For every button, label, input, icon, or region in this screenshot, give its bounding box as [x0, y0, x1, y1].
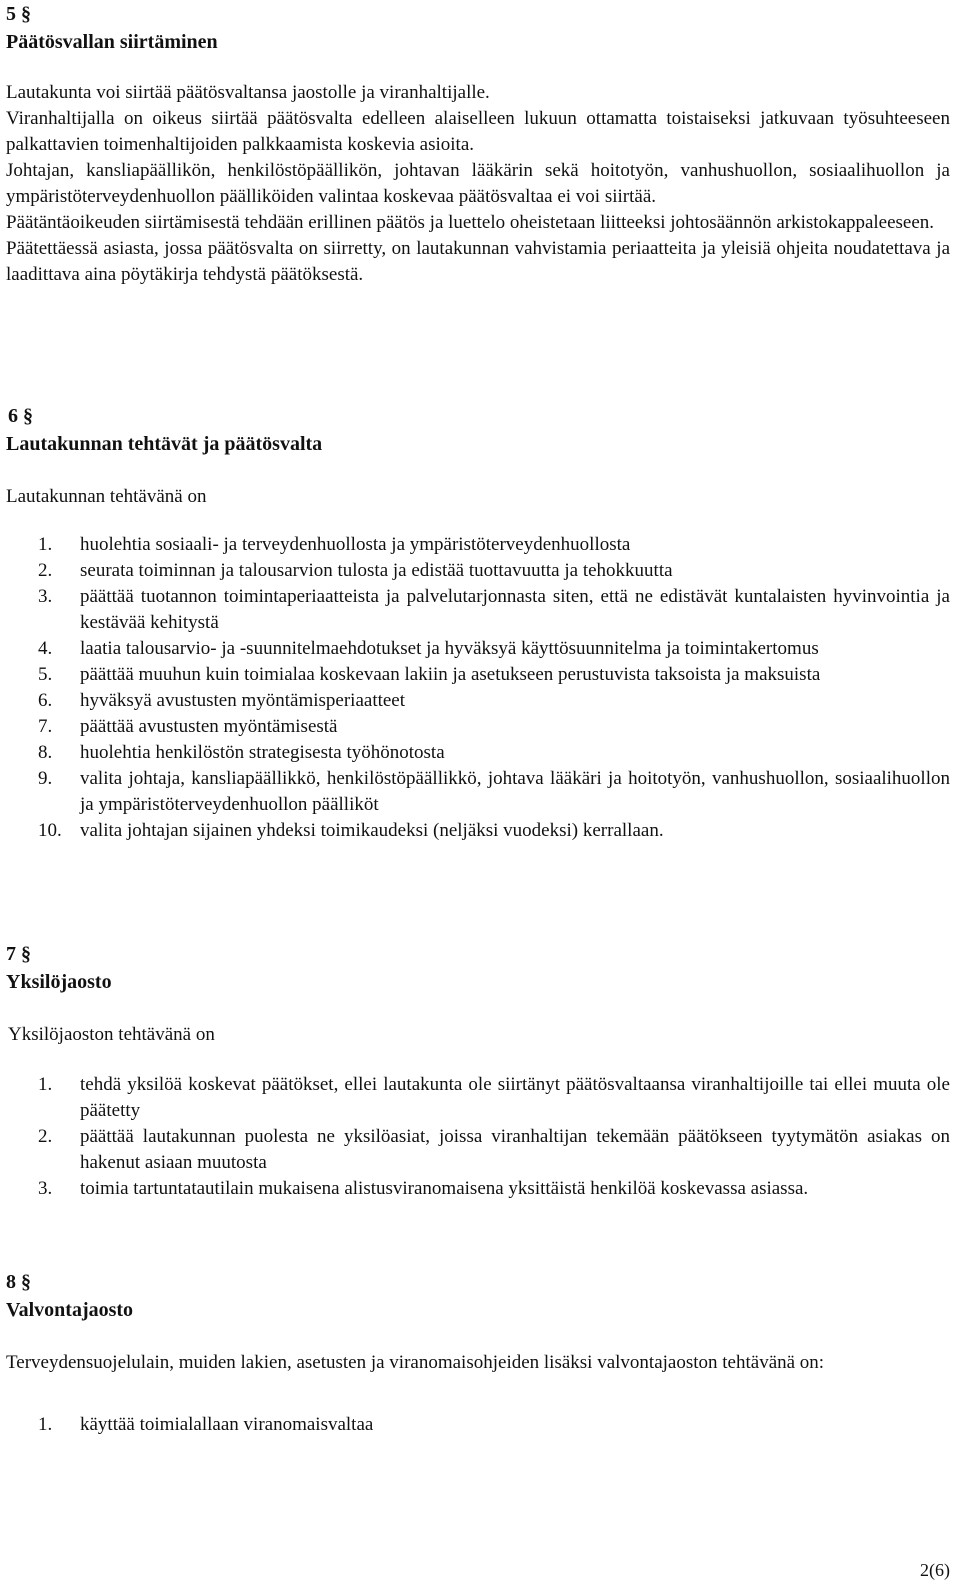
list-item — [6, 1124, 950, 1176]
section-7 — [6, 942, 950, 1202]
list-item-number: 1. — [38, 1414, 53, 1435]
list-item-number: 8. — [38, 742, 53, 763]
section-7-number: 7 § — [6, 943, 31, 965]
list-item-number: 9. — [38, 768, 53, 789]
list-item-text: laatia talousarvio- ja -suunnitelmaehdotukset ja hyväksyä käyttösuunnitelma ja toimintakertomus — [80, 638, 819, 659]
list-item — [6, 818, 950, 844]
list-item-number: 3. — [38, 1178, 53, 1199]
section-8-list — [6, 1412, 950, 1438]
section-8-title: Valvontajaosto — [6, 1299, 134, 1321]
list-item-text: hyväksyä avustusten myöntämisperiaatteet — [80, 690, 406, 711]
section-7-title: Yksilöjaosto — [6, 971, 112, 993]
list-item — [6, 1412, 950, 1438]
section-7-intro: Yksilöjaoston tehtävänä on — [8, 1024, 215, 1045]
list-item — [6, 584, 950, 636]
list-item-number: 7. — [38, 716, 53, 737]
list-item-number: 1. — [38, 1074, 53, 1095]
list-item — [6, 740, 950, 766]
list-item-text: huolehtia sosiaali- ja terveydenhuollosta ja ympäristöterveydenhuollosta — [80, 534, 631, 555]
section-5-paragraph: Johtajan, kansliapäällikön, henkilöstöpäällikön, johtavan lääkärin sekä hoitotyön, vanhushuollon, sosiaalihuollon ja ympäristöterveydenhuollon päälliköiden valintaa koskevaa päätösvaltaa ei voi siirtää. — [6, 160, 950, 207]
list-item — [6, 558, 950, 584]
section-6-title: Lautakunnan tehtävät ja päätösvalta — [6, 433, 323, 455]
section-6 — [6, 404, 950, 844]
section-5-paragraph: Päätäntäoikeuden siirtämisestä tehdään erillinen päätös ja luettelo oheistetaan liitteeksi johtosäännön arkistokappaleeseen. — [6, 212, 935, 233]
list-item — [6, 1072, 950, 1124]
list-item-text: päättää muuhun kuin toimialaa koskevaan lakiin ja asetukseen perustuvista taksoista ja maksuista — [80, 664, 821, 685]
section-6-number: 6 § — [8, 405, 33, 427]
list-item-number: 6. — [38, 690, 53, 711]
list-item-number: 3. — [38, 586, 53, 607]
list-item-number: 2. — [38, 560, 53, 581]
section-5-number: 5 § — [6, 3, 31, 25]
list-item — [6, 1176, 950, 1202]
section-5-paragraph: Lautakunta voi siirtää päätösvaltansa jaostolle ja viranhaltijalle. — [6, 82, 490, 103]
section-5-paragraph: Päätettäessä asiasta, jossa päätösvalta on siirretty, on lautakunnan vahvistamia periaatteita ja yleisiä ohjeita noudatettava ja laadittava aina pöytäkirja tehdystä päätöksestä. — [6, 238, 950, 285]
list-item-text: päättää avustusten myöntämisestä — [80, 716, 338, 737]
section-8-intro: Terveydensuojelulain, muiden lakien, asetusten ja viranomaisohjeiden lisäksi valvontajaoston tehtävänä on: — [6, 1352, 825, 1373]
list-item-text: toimia tartuntatautilain mukaisena alistusviranomaisena yksittäistä henkilöä koskevassa asiassa. — [80, 1178, 809, 1199]
list-item-text: käyttää toimialallaan viranomaisvaltaa — [80, 1414, 374, 1435]
list-item-text: valita johtaja, kansliapäällikkö, henkilöstöpäällikkö, johtava lääkäri ja hoitotyön, vanhushuollon, sosiaalihuollon ja ympäristöterveydenhuollon päälliköt — [80, 768, 950, 815]
section-6-intro: Lautakunnan tehtävänä on — [6, 486, 207, 507]
list-item-text: tehdä yksilöä koskevat päätökset, ellei lautakunta ole siirtänyt päätösvaltaansa viranhaltijoille tai ellei muuta ole päätetty — [80, 1074, 950, 1121]
list-item-number: 10. — [38, 820, 62, 841]
list-item-number: 1. — [38, 534, 53, 555]
list-item-text: huolehtia henkilöstön strategisesta työhönotosta — [80, 742, 445, 763]
list-item-number: 4. — [38, 638, 53, 659]
section-8 — [6, 1270, 950, 1438]
list-item-text: päättää tuotannon toimintaperiaatteista ja palvelutarjonnasta siten, että ne edistävät kuntalaisten hyvinvointia ja kestävää kehitystä — [80, 586, 950, 633]
list-item — [6, 688, 950, 714]
section-8-number: 8 § — [6, 1271, 31, 1293]
list-item — [6, 636, 950, 662]
list-item — [6, 714, 950, 740]
list-item-text: päättää lautakunnan puolesta ne yksilöasiat, joissa viranhaltijan tekemään päätökseen tyytymätön asiakas on hakenut asiaan muutosta — [80, 1126, 950, 1173]
list-item-number: 2. — [38, 1126, 53, 1147]
page-number: 2(6) — [920, 1560, 950, 1580]
list-item — [6, 662, 950, 688]
list-item — [6, 766, 950, 818]
list-item-text: valita johtajan sijainen yhdeksi toimikaudeksi (neljäksi vuodeksi) kerrallaan. — [80, 820, 664, 841]
section-5 — [6, 2, 950, 288]
list-item-number: 5. — [38, 664, 53, 685]
section-5-paragraph: Viranhaltijalla on oikeus siirtää päätösvalta edelleen alaiselleen lukuun ottamatta toistaiseksi jatkuvaan työsuhteeseen palkattavien toimenhaltijoiden palkkaamista koskevia asioita. — [6, 108, 950, 155]
list-item-text: seurata toiminnan ja talousarvion tulosta ja edistää tuottavuutta ja tehokkuutta — [80, 560, 673, 581]
section-5-title: Päätösvallan siirtäminen — [6, 31, 218, 53]
section-7-list — [6, 1072, 950, 1202]
section-6-list — [6, 532, 950, 844]
list-item — [6, 532, 950, 558]
